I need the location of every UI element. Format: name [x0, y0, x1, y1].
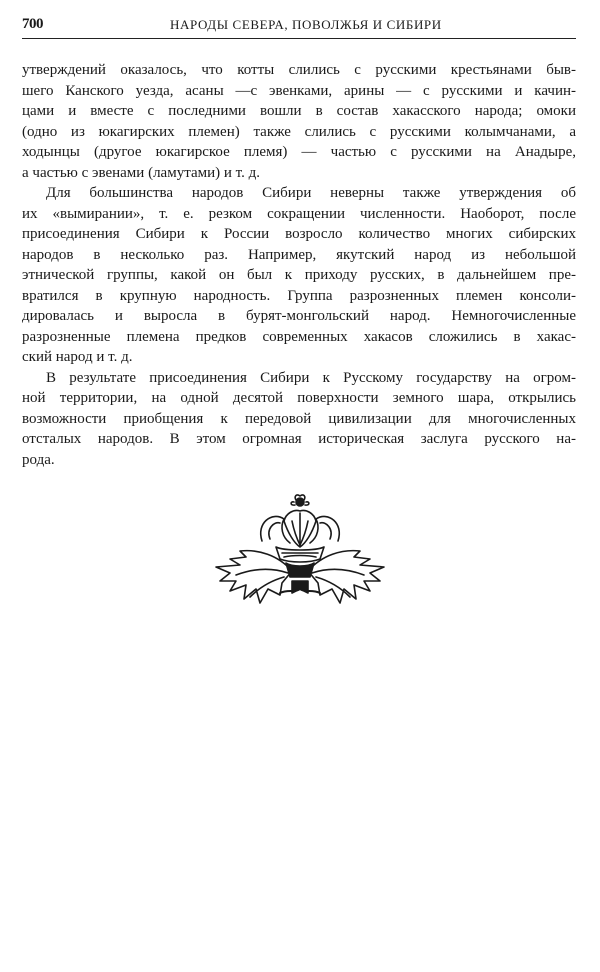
page-number: 700: [22, 16, 43, 32]
text-line: вратился в крупную народность. Группа разрозненных племен консоли-: [22, 287, 576, 304]
running-title: НАРОДЫ СЕВЕРА, ПОВОЛЖЬЯ И СИБИРИ: [170, 17, 442, 32]
text-line: цами и вместе с последними вошли в состав хакасского народа; омоки: [22, 103, 576, 119]
text-line: утверждений оказалось, что котты слились с русскими крестьянами быв-: [22, 62, 576, 78]
text-line: этнической группы, какой он был к приходу русских, в дальнейшем пре-: [22, 267, 576, 283]
text-line: ходынцы (другое юкагирское племя) — частью с русскими на Анадыре,: [22, 144, 576, 160]
text-line: рода.: [22, 451, 55, 468]
body-text: [22, 60, 576, 470]
text-line: отсталых народов. В этом огромная историческая заслуга русского на-: [22, 431, 576, 447]
text-line: (одно из юкагирских племен) также слились с русскими колымчанами, а: [22, 123, 576, 140]
paragraph-2: [22, 183, 576, 368]
floral-ornament-icon: [200, 493, 400, 623]
text-line: а частью с эвенами (ламутами) и т. д.: [22, 164, 260, 181]
text-line: народов в несколько раз. Например, якутский народ из небольшой: [22, 246, 576, 263]
text-line: их «вымирании», т. е. резком сокращении численности. Наоборот, после: [22, 205, 576, 222]
running-header: [22, 16, 576, 39]
text-line: ной территории, на одной десятой поверхности земного шара, открылись: [22, 390, 576, 406]
paragraph-1: [22, 60, 576, 183]
text-line: дировалась и выросла в бурят-монгольский народ. Немногочисленные: [22, 308, 576, 324]
text-line: разрозненные племена предков современных хакасов сложились в хакас-: [22, 328, 576, 345]
text-line: В результате присоединения Сибири к Русскому государству на огром-: [46, 369, 576, 386]
text-line: ский народ и т. д.: [22, 349, 133, 365]
text-line: Для большинства народов Сибири неверны также утверждения об: [46, 185, 576, 201]
text-line: возможности приобщения к передовой цивилизации для многочисленных: [22, 410, 576, 427]
text-line: присоединения Сибири к России возросло количество многих сибирских: [22, 226, 576, 242]
text-line: шего Канского уезда, асаны —с эвенками, арины — с русскими и качин-: [22, 82, 576, 99]
paragraph-3: [22, 368, 576, 471]
